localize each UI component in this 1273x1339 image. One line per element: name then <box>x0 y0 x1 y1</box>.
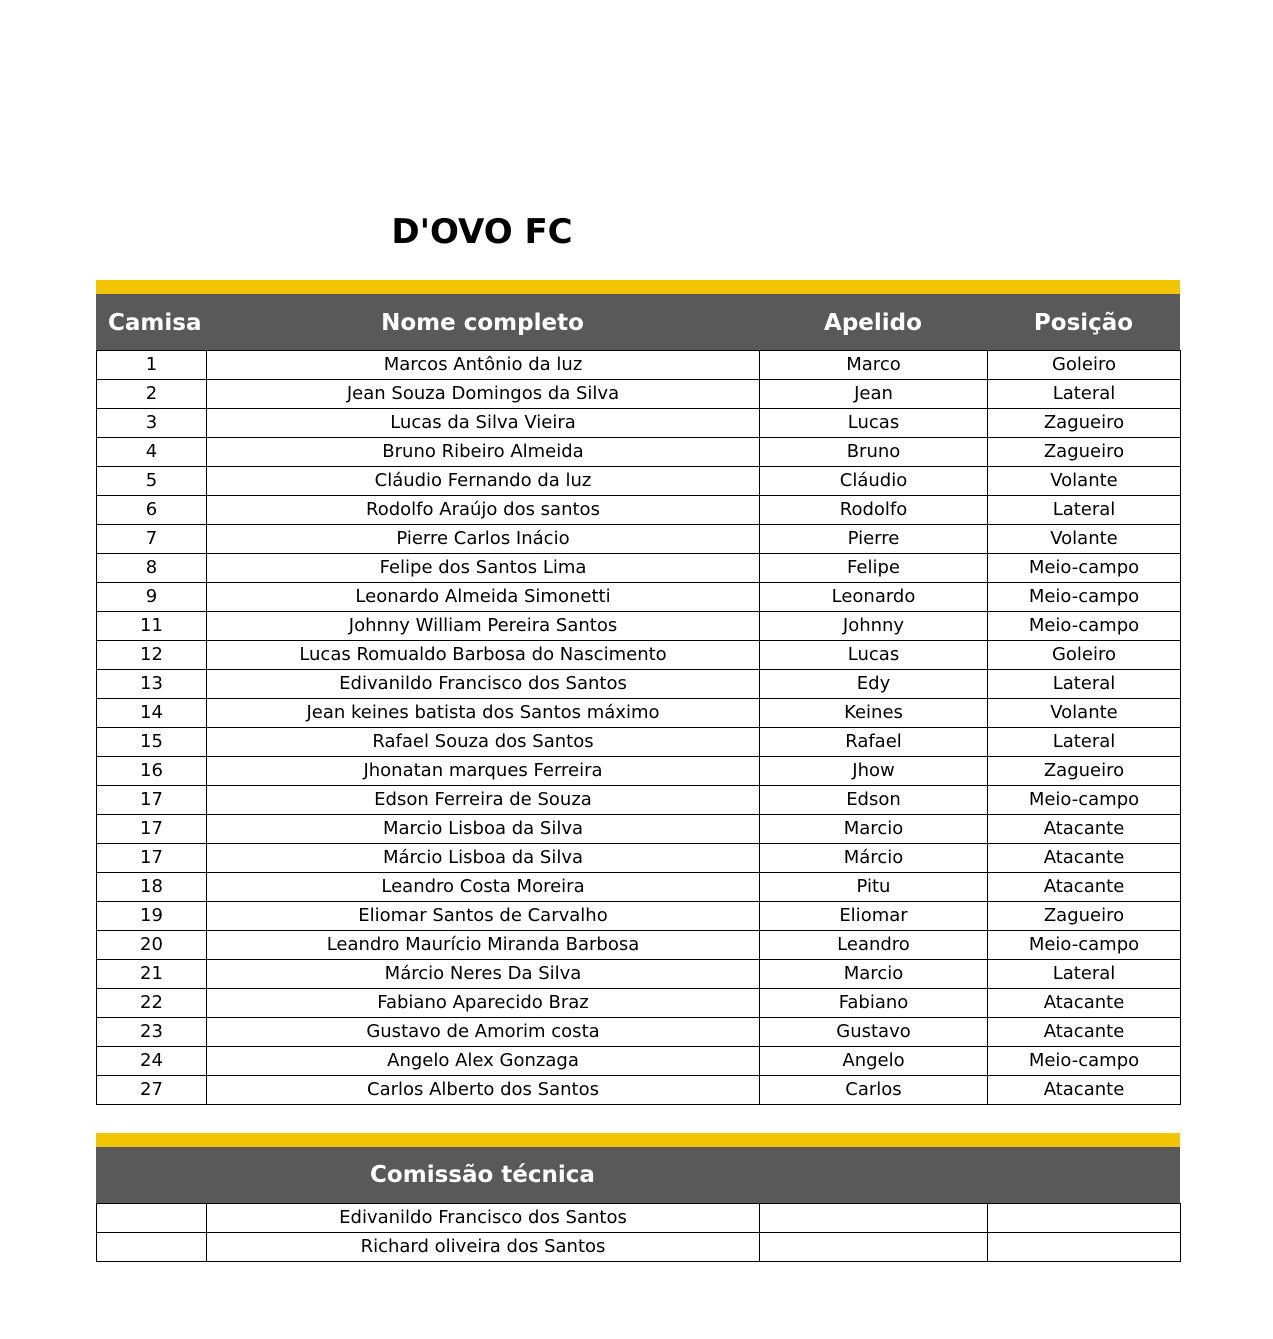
players-header-row <box>96 294 1180 350</box>
cell-nickname: Pitu <box>760 873 988 902</box>
header-nickname: Apelido <box>824 310 922 336</box>
cell-nickname: Marcio <box>760 960 988 989</box>
cell-empty <box>760 1204 988 1233</box>
cell-position: Atacante <box>988 873 1181 902</box>
cell-shirt: 22 <box>97 989 207 1018</box>
cell-position: Meio-campo <box>988 554 1181 583</box>
table-row <box>97 496 1181 525</box>
table-row <box>97 554 1181 583</box>
table-row <box>97 844 1181 873</box>
cell-shirt: 16 <box>97 757 207 786</box>
cell-full-name: Leonardo Almeida Simonetti <box>207 583 760 612</box>
cell-shirt: 7 <box>97 525 207 554</box>
cell-nickname: Jean <box>760 380 988 409</box>
table-row <box>97 699 1181 728</box>
cell-full-name: Leandro Costa Moreira <box>207 873 760 902</box>
cell-nickname: Angelo <box>760 1047 988 1076</box>
table-row <box>97 438 1181 467</box>
table-row <box>97 583 1181 612</box>
cell-shirt: 13 <box>97 670 207 699</box>
table-row <box>97 641 1181 670</box>
cell-full-name: Márcio Neres Da Silva <box>207 960 760 989</box>
cell-shirt: 27 <box>97 1076 207 1105</box>
cell-position: Zagueiro <box>988 757 1181 786</box>
cell-shirt: 5 <box>97 467 207 496</box>
accent-bar <box>96 280 1180 294</box>
staff-header-spacer <box>96 1147 206 1203</box>
cell-full-name: Cláudio Fernando da luz <box>207 467 760 496</box>
cell-full-name: Carlos Alberto dos Santos <box>207 1076 760 1105</box>
table-row <box>97 786 1181 815</box>
cell-nickname: Marcio <box>760 815 988 844</box>
cell-position: Meio-campo <box>988 786 1181 815</box>
cell-empty <box>988 1204 1181 1233</box>
cell-position: Atacante <box>988 989 1181 1018</box>
cell-nickname: Edy <box>760 670 988 699</box>
cell-position: Lateral <box>988 380 1181 409</box>
cell-shirt: 4 <box>97 438 207 467</box>
staff-table-body <box>97 1204 1181 1262</box>
cell-position: Volante <box>988 525 1181 554</box>
cell-full-name: Márcio Lisboa da Silva <box>207 844 760 873</box>
cell-shirt: 19 <box>97 902 207 931</box>
cell-shirt: 24 <box>97 1047 207 1076</box>
cell-position: Lateral <box>988 670 1181 699</box>
table-row <box>97 989 1181 1018</box>
cell-nickname: Gustavo <box>760 1018 988 1047</box>
cell-shirt: 3 <box>97 409 207 438</box>
cell-shirt: 17 <box>97 786 207 815</box>
cell-full-name: Leandro Maurício Miranda Barbosa <box>207 931 760 960</box>
cell-nickname: Rodolfo <box>760 496 988 525</box>
cell-nickname: Eliomar <box>760 902 988 931</box>
cell-staff-name: Edivanildo Francisco dos Santos <box>207 1204 760 1233</box>
cell-full-name: Pierre Carlos Inácio <box>207 525 760 554</box>
cell-nickname: Leonardo <box>760 583 988 612</box>
accent-bar <box>96 1133 1180 1147</box>
cell-shirt: 17 <box>97 844 207 873</box>
cell-full-name: Jean keines batista dos Santos máximo <box>207 699 760 728</box>
players-table-body <box>97 351 1181 1105</box>
cell-shirt: 20 <box>97 931 207 960</box>
cell-position: Lateral <box>988 728 1181 757</box>
staff-header-title: Comissão técnica <box>370 1162 595 1188</box>
table-row <box>97 931 1181 960</box>
cell-full-name: Bruno Ribeiro Almeida <box>207 438 760 467</box>
cell-shirt: 17 <box>97 815 207 844</box>
cell-full-name: Rodolfo Araújo dos santos <box>207 496 760 525</box>
cell-shirt: 8 <box>97 554 207 583</box>
cell-shirt: 1 <box>97 351 207 380</box>
cell-nickname: Felipe <box>760 554 988 583</box>
cell-shirt: 15 <box>97 728 207 757</box>
cell-position: Meio-campo <box>988 931 1181 960</box>
cell-shirt: 21 <box>97 960 207 989</box>
cell-position: Volante <box>988 467 1181 496</box>
cell-full-name: Edson Ferreira de Souza <box>207 786 760 815</box>
cell-position: Goleiro <box>988 351 1181 380</box>
cell-nickname: Edson <box>760 786 988 815</box>
cell-full-name: Lucas Romualdo Barbosa do Nascimento <box>207 641 760 670</box>
table-row <box>97 1204 1181 1233</box>
cell-position: Atacante <box>988 815 1181 844</box>
cell-full-name: Rafael Souza dos Santos <box>207 728 760 757</box>
table-row <box>97 380 1181 409</box>
team-title: D'OVO FC <box>391 212 573 252</box>
cell-full-name: Marcos Antônio da luz <box>207 351 760 380</box>
table-row <box>97 873 1181 902</box>
header-position: Posição <box>1033 310 1134 336</box>
table-row <box>97 1018 1181 1047</box>
table-row <box>97 670 1181 699</box>
cell-shirt: 12 <box>97 641 207 670</box>
cell-shirt: 11 <box>97 612 207 641</box>
cell-empty <box>988 1233 1181 1262</box>
cell-position: Atacante <box>988 1076 1181 1105</box>
cell-empty <box>97 1204 207 1233</box>
cell-shirt: 18 <box>97 873 207 902</box>
table-row <box>97 1047 1181 1076</box>
staff-table <box>96 1203 1181 1262</box>
header-shirt: Camisa <box>108 310 202 336</box>
cell-full-name: Eliomar Santos de Carvalho <box>207 902 760 931</box>
cell-nickname: Lucas <box>760 409 988 438</box>
cell-full-name: Gustavo de Amorim costa <box>207 1018 760 1047</box>
cell-full-name: Johnny William Pereira Santos <box>207 612 760 641</box>
cell-full-name: Lucas da Silva Vieira <box>207 409 760 438</box>
cell-nickname: Johnny <box>760 612 988 641</box>
cell-shirt: 2 <box>97 380 207 409</box>
table-row <box>97 815 1181 844</box>
players-sheet <box>96 280 1180 1105</box>
table-row <box>97 351 1181 380</box>
cell-shirt: 9 <box>97 583 207 612</box>
cell-empty <box>97 1233 207 1262</box>
cell-nickname: Jhow <box>760 757 988 786</box>
cell-position: Meio-campo <box>988 612 1181 641</box>
cell-position: Atacante <box>988 1018 1181 1047</box>
staff-header-spacer <box>987 1147 1180 1203</box>
cell-shirt: 14 <box>97 699 207 728</box>
cell-position: Zagueiro <box>988 438 1181 467</box>
cell-position: Lateral <box>988 960 1181 989</box>
cell-nickname: Rafael <box>760 728 988 757</box>
cell-nickname: Marco <box>760 351 988 380</box>
cell-nickname: Keines <box>760 699 988 728</box>
staff-header-row <box>96 1147 1180 1203</box>
cell-position: Zagueiro <box>988 409 1181 438</box>
cell-position: Meio-campo <box>988 1047 1181 1076</box>
cell-nickname: Fabiano <box>760 989 988 1018</box>
cell-shirt: 23 <box>97 1018 207 1047</box>
cell-nickname: Bruno <box>760 438 988 467</box>
table-row <box>97 1233 1181 1262</box>
table-row <box>97 902 1181 931</box>
cell-nickname: Cláudio <box>760 467 988 496</box>
cell-full-name: Jean Souza Domingos da Silva <box>207 380 760 409</box>
cell-staff-name: Richard oliveira dos Santos <box>207 1233 760 1262</box>
cell-position: Atacante <box>988 844 1181 873</box>
cell-nickname: Márcio <box>760 844 988 873</box>
cell-full-name: Fabiano Aparecido Braz <box>207 989 760 1018</box>
cell-full-name: Marcio Lisboa da Silva <box>207 815 760 844</box>
cell-full-name: Jhonatan marques Ferreira <box>207 757 760 786</box>
cell-full-name: Angelo Alex Gonzaga <box>207 1047 760 1076</box>
table-row <box>97 1076 1181 1105</box>
table-row <box>97 960 1181 989</box>
cell-position: Lateral <box>988 496 1181 525</box>
cell-shirt: 6 <box>97 496 207 525</box>
table-row <box>97 612 1181 641</box>
cell-position: Zagueiro <box>988 902 1181 931</box>
cell-nickname: Leandro <box>760 931 988 960</box>
staff-sheet <box>96 1133 1180 1262</box>
players-table <box>96 350 1181 1105</box>
cell-position: Meio-campo <box>988 583 1181 612</box>
staff-header-spacer <box>759 1147 987 1203</box>
cell-full-name: Felipe dos Santos Lima <box>207 554 760 583</box>
table-row <box>97 728 1181 757</box>
table-row <box>97 467 1181 496</box>
header-full-name: Nome completo <box>381 310 584 336</box>
cell-nickname: Lucas <box>760 641 988 670</box>
cell-nickname: Carlos <box>760 1076 988 1105</box>
table-row <box>97 757 1181 786</box>
cell-position: Volante <box>988 699 1181 728</box>
cell-empty <box>760 1233 988 1262</box>
table-row <box>97 409 1181 438</box>
cell-nickname: Pierre <box>760 525 988 554</box>
cell-full-name: Edivanildo Francisco dos Santos <box>207 670 760 699</box>
cell-position: Goleiro <box>988 641 1181 670</box>
table-row <box>97 525 1181 554</box>
